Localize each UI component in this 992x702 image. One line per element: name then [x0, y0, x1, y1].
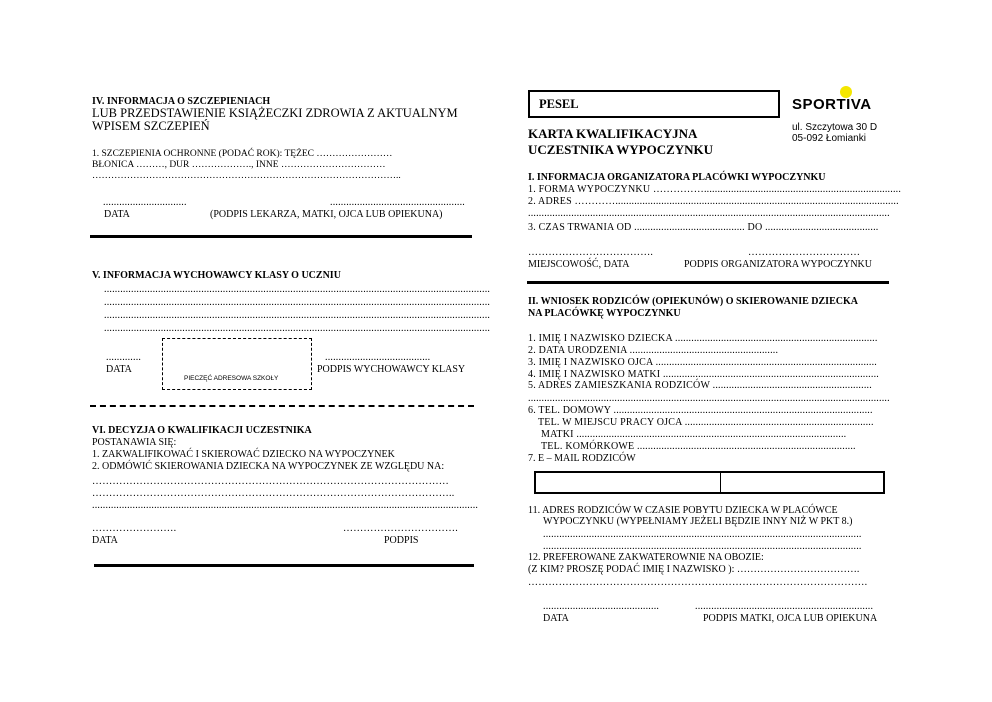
email-box-divider — [720, 473, 721, 492]
parent-signature-dots[interactable]: .................................................................. — [695, 601, 874, 612]
section-iv-line2: WPISEM SZCZEPIEŃ — [92, 119, 210, 133]
section-divider-dashed — [90, 405, 474, 407]
home-phone-field[interactable]: 6. TEL. DOMOWY ................................................................................................ — [528, 405, 873, 416]
parent-signature-label: PODPIS MATKI, OJCA LUB OPIEKUNA — [703, 613, 878, 624]
section-iv-line1: LUB PRZEDSTAWIENIE KSIĄŻECZKI ZDROWIA Z AKTUALNYM — [92, 106, 458, 120]
decision-label: POSTANAWIA SIĘ: — [92, 437, 177, 448]
temporary-address-label-2: WYPOCZYNKU (WYPEŁNIAMY JEŻELI BĘDZIE INNY NIŻ W PKT 8.) — [543, 516, 853, 527]
signature-label: (PODPIS LEKARZA, MATKI, OJCA LUB OPIEKUNA) — [210, 209, 443, 220]
accommodation-field[interactable]: (Z KIM? PROSZĘ PODAĆ IMIĘ I NAZWISKO ): ………………………………. — [528, 564, 860, 575]
place-date-dots[interactable]: ………………………………. — [528, 247, 654, 258]
section-iv-heading: IV. INFORMACJA O SZCZEPIENIACH — [92, 96, 271, 107]
section-divider — [527, 281, 889, 284]
mother-name-field[interactable]: 4. IMIĘ I NAZWISKO MATKI ................................................................................ — [528, 369, 879, 380]
vaccinations-field-3[interactable]: …………………………………………………………………………………….. — [92, 171, 401, 181]
teacher-info-line[interactable]: ............................................................................................................................................... — [104, 297, 491, 308]
organizer-signature-dots[interactable]: …………………………… — [748, 247, 861, 258]
father-name-field[interactable]: 3. IMIĘ I NAZWISKO OJCA .................................................................................. — [528, 357, 877, 368]
email-input-box[interactable] — [534, 471, 885, 494]
company-address-line2: 05-092 Łomianki — [792, 133, 866, 144]
mobile-phone-field[interactable]: TEL. KOMÓRKOWE ................................................................................. — [541, 441, 856, 452]
section-i-heading: I. INFORMACJA ORGANIZATORA PLACÓWKI WYPOCZYNKU — [528, 172, 826, 183]
section-ii-heading-line2: NA PLACÓWKĘ WYPOCZYNKU — [528, 308, 681, 319]
reason-line[interactable]: …………………………………………………………………………………………….. — [92, 488, 455, 499]
signature-label: PODPIS WYCHOWAWCY KLASY — [317, 364, 466, 375]
section-divider — [90, 235, 472, 238]
place-date-label: MIEJSCOWOŚĆ, DATA — [528, 259, 630, 270]
date-field-dots[interactable]: ............................... — [103, 197, 187, 208]
birth-date-field[interactable]: 2. DATA URODZENIA ....................................................... — [528, 345, 779, 356]
date-field-dots[interactable]: ........................................... — [543, 601, 660, 612]
form-title-line2: UCZESTNIKA WYPOCZYNKU — [528, 142, 714, 157]
decision-option-1[interactable]: 1. ZAKWALIFIKOWAĆ I SKIEROWAĆ DZIECKO NA WYPOCZYNEK — [92, 449, 395, 460]
organizer-signature-label: PODPIS ORGANIZATORA WYPOCZYNKU — [684, 259, 872, 270]
date-label: DATA — [543, 613, 569, 624]
reason-line[interactable]: ............................................................................................................................................... — [92, 500, 479, 511]
vaccinations-field-1[interactable]: 1. SZCZEPIENIA OCHRONNE (PODAĆ ROK): TĘŻEC …………………… — [92, 149, 393, 159]
vaccinations-field-2[interactable]: BŁONICA ………, DUR ………………., INNE …………………………… — [92, 160, 386, 170]
teacher-info-line[interactable]: ............................................................................................................................................... — [104, 284, 491, 295]
decision-option-2[interactable]: 2. ODMÓWIĆ SKIEROWANIA DZIECKA NA WYPOCZYNEK ZE WZGLĘDU NA: — [92, 461, 445, 472]
school-stamp-box — [162, 338, 312, 390]
signature-field-dots[interactable]: ....................................... — [325, 352, 431, 363]
child-name-field[interactable]: 1. IMIĘ I NAZWISKO DZIECKA ........................................................................... — [528, 333, 878, 344]
school-stamp-label: PIECZĘĆ ADRESOWA SZKOŁY — [184, 375, 279, 382]
parents-address-field[interactable]: 5. ADRES ZAMIESZKANIA RODZICÓW ........................................................... — [528, 380, 872, 391]
teacher-info-line[interactable]: ............................................................................................................................................... — [104, 310, 491, 321]
date-label: DATA — [106, 364, 132, 375]
date-field-dots[interactable]: ............. — [106, 352, 142, 363]
temporary-address-label-1: 11. ADRES RODZICÓW W CZASIE POBYTU DZIECKA W PLACÓWCE — [528, 505, 838, 516]
date-field-dots[interactable]: ……………………. — [92, 523, 177, 534]
section-divider — [94, 564, 474, 567]
duration-field[interactable]: 3. CZAS TRWANIA OD ......................................... DO .......................................... — [528, 222, 879, 233]
signature-label: PODPIS — [384, 535, 419, 546]
mother-work-phone-field[interactable]: MATKI .................................................................................................... — [541, 429, 847, 440]
reason-line[interactable]: …………………………………………………………………………………………… — [92, 476, 449, 487]
temporary-address-line[interactable]: ...................................................................................................................... — [543, 529, 862, 540]
section-v-heading: V. INFORMACJA WYCHOWAWCY KLASY O UCZNIU — [92, 270, 341, 281]
pesel-label: PESEL — [539, 97, 579, 111]
organizer-address-line[interactable]: ...................................................................................................................................... — [528, 208, 890, 219]
section-ii-heading-line1: II. WNIOSEK RODZICÓW (OPIEKUNÓW) O SKIEROWANIE DZIECKA — [528, 296, 858, 307]
signature-field-dots[interactable]: .................................................. — [330, 197, 465, 208]
accommodation-label: 12. PREFEROWANE ZAKWATEROWNIE NA OBOZIE: — [528, 552, 764, 563]
form-title-line1: KARTA KWALIFIKACYJNA — [528, 126, 698, 141]
date-label: DATA — [104, 209, 130, 220]
company-logo: SPORTIVA — [792, 96, 872, 113]
teacher-info-line[interactable]: ............................................................................................................................................... — [104, 323, 491, 334]
pesel-box[interactable] — [528, 90, 780, 118]
temporary-address-line[interactable]: ...................................................................................................................... — [543, 541, 862, 552]
accommodation-line[interactable]: ………………………………………………………………………………………. — [528, 577, 868, 588]
signature-field-dots[interactable]: ……………………………. — [343, 523, 458, 534]
father-work-phone-field[interactable]: TEL. W MIEJSCU PRACY OJCA ...................................................................... — [538, 417, 874, 428]
company-address-line1: ul. Szczytowa 30 D — [792, 122, 878, 133]
section-vi-heading: VI. DECYZJA O KWALIFIKACJI UCZESTNIKA — [92, 425, 312, 436]
organizer-address-field[interactable]: 2. ADRES …………......................................................................................................... — [528, 196, 899, 207]
holiday-form-field[interactable]: 1. FORMA WYPOCZYNKU ……………......................................................................... — [528, 184, 902, 195]
date-label: DATA — [92, 535, 118, 546]
parents-address-line[interactable]: ...................................................................................................................................... — [528, 393, 890, 404]
email-label: 7. E – MAIL RODZICÓW — [528, 453, 636, 464]
